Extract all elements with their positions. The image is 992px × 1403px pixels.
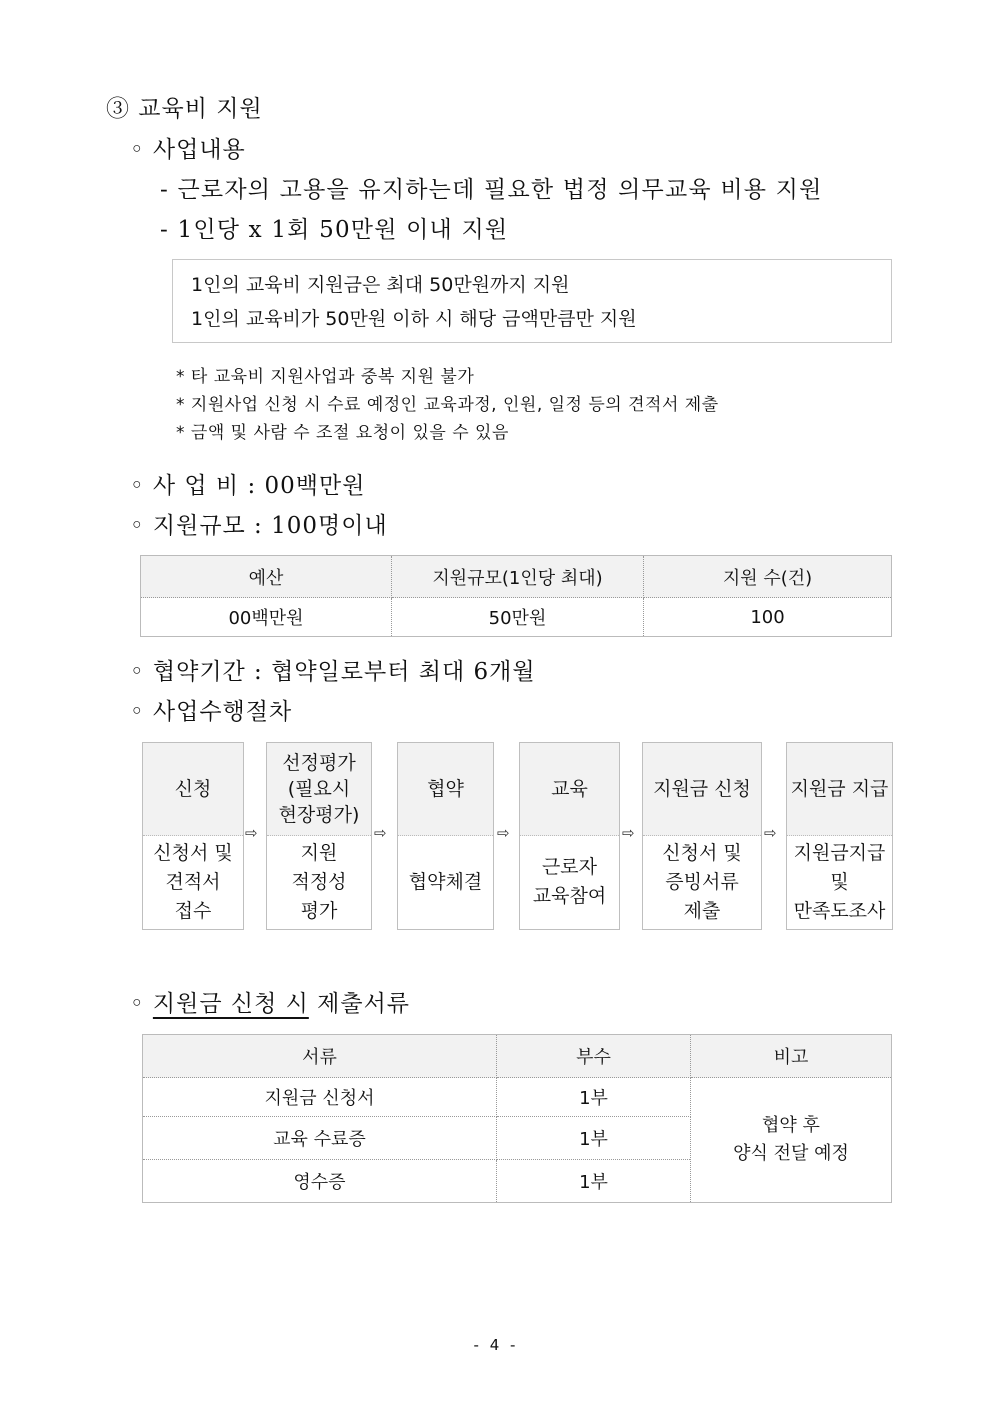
scale-cell-scale: 50만원 xyxy=(392,598,644,637)
documents-heading-rest: 제출서류 xyxy=(317,991,411,1017)
documents-header-copies: 부수 xyxy=(497,1035,691,1078)
business-content-item-2: - 1인당 x 1회 50만원 이내 지원 xyxy=(160,217,509,243)
arrow-right-icon: ⇨ xyxy=(374,824,387,842)
documents-cell-copies: 1부 xyxy=(497,1160,691,1203)
documents-cell-copies: 1부 xyxy=(497,1117,691,1160)
procedure-step-desc: 근로자 교육참여 xyxy=(532,856,607,907)
arrow-right-icon: ⇨ xyxy=(764,824,777,842)
documents-cell-doc: 영수증 xyxy=(143,1160,497,1203)
arrow-right-icon: ⇨ xyxy=(245,824,258,842)
procedure-step-subsidy-pay xyxy=(786,742,893,930)
procedure-step-selection xyxy=(266,742,372,930)
documents-heading xyxy=(130,985,410,1018)
documents-cell-doc: 지원금 신청서 xyxy=(143,1078,497,1117)
section-title: ③ 교육비 지원 xyxy=(106,96,263,122)
procedure-heading: ◦ 사업수행절차 xyxy=(130,699,293,725)
procedure-step-desc: 협약체결 xyxy=(408,870,483,893)
procedure-step-desc: 지원금지급 및 만족도조사 xyxy=(793,841,886,922)
scale-table xyxy=(140,555,892,637)
procedure-step-education xyxy=(519,742,620,930)
procedure-step-title: 선정평가 (필요시 현장평가) xyxy=(267,743,371,836)
scale-line: ◦ 지원규모 : 100명이내 xyxy=(130,513,388,539)
scale-header-scale: 지원규모(1인당 최대) xyxy=(392,556,644,598)
note-2: * 지원사업 신청 시 수료 예정인 교육과정, 인원, 일정 등의 견적서 제출 xyxy=(176,395,719,415)
documents-header-remark: 비고 xyxy=(691,1035,892,1078)
documents-cell-copies: 1부 xyxy=(497,1078,691,1117)
business-content-heading: ◦ 사업내용 xyxy=(130,137,246,163)
period-line: ◦ 협약기간 : 협약일로부터 최대 6개월 xyxy=(130,659,536,685)
documents-bullet: ◦ xyxy=(130,991,145,1017)
documents-heading-underlined: 지원금 신청 시 xyxy=(152,991,309,1017)
note-1: * 타 교육비 지원사업과 중복 지원 불가 xyxy=(176,367,475,387)
note-3: * 금액 및 사람 수 조절 요청이 있을 수 있음 xyxy=(176,423,509,443)
budget-line: ◦ 사 업 비 : 00백만원 xyxy=(130,473,366,499)
page-number: - 4 - xyxy=(473,1336,519,1354)
info-box xyxy=(172,259,892,343)
documents-cell-remark: 협약 후 양식 전달 예정 xyxy=(691,1078,892,1203)
procedure-step-title: 지원금 신청 xyxy=(643,743,761,836)
procedure-step-title: 협약 xyxy=(398,743,493,836)
info-box-line-2: 1인의 교육비가 50만원 이하 시 해당 금액만큼만 지원 xyxy=(191,308,637,330)
procedure-step-agreement xyxy=(397,742,494,930)
scale-header-count: 지원 수(건) xyxy=(644,556,892,598)
documents-header-doc: 서류 xyxy=(143,1035,497,1078)
business-content-item-1: - 근로자의 고용을 유지하는데 필요한 법정 의무교육 비용 지원 xyxy=(160,177,823,203)
procedure-step-subsidy-apply xyxy=(642,742,762,930)
procedure-step-desc: 신청서 및 증빙서류 제출 xyxy=(662,841,742,922)
procedure-step-desc: 지원 적정성 평가 xyxy=(291,841,347,922)
documents-cell-doc: 교육 수료증 xyxy=(143,1117,497,1160)
arrow-right-icon: ⇨ xyxy=(497,824,510,842)
documents-table xyxy=(142,1034,892,1203)
procedure-step-apply xyxy=(142,742,244,930)
procedure-step-desc: 신청서 및 견적서 접수 xyxy=(153,841,233,922)
procedure-step-title: 교육 xyxy=(520,743,619,836)
scale-header-budget: 예산 xyxy=(141,556,392,598)
table-row xyxy=(143,1078,892,1117)
scale-cell-count: 100 xyxy=(644,598,892,637)
info-box-line-1: 1인의 교육비 지원금은 최대 50만원까지 지원 xyxy=(191,274,570,296)
procedure-step-title: 지원금 지급 xyxy=(787,743,892,836)
arrow-right-icon: ⇨ xyxy=(622,824,635,842)
procedure-step-title: 신청 xyxy=(143,743,243,836)
scale-cell-budget: 00백만원 xyxy=(141,598,392,637)
